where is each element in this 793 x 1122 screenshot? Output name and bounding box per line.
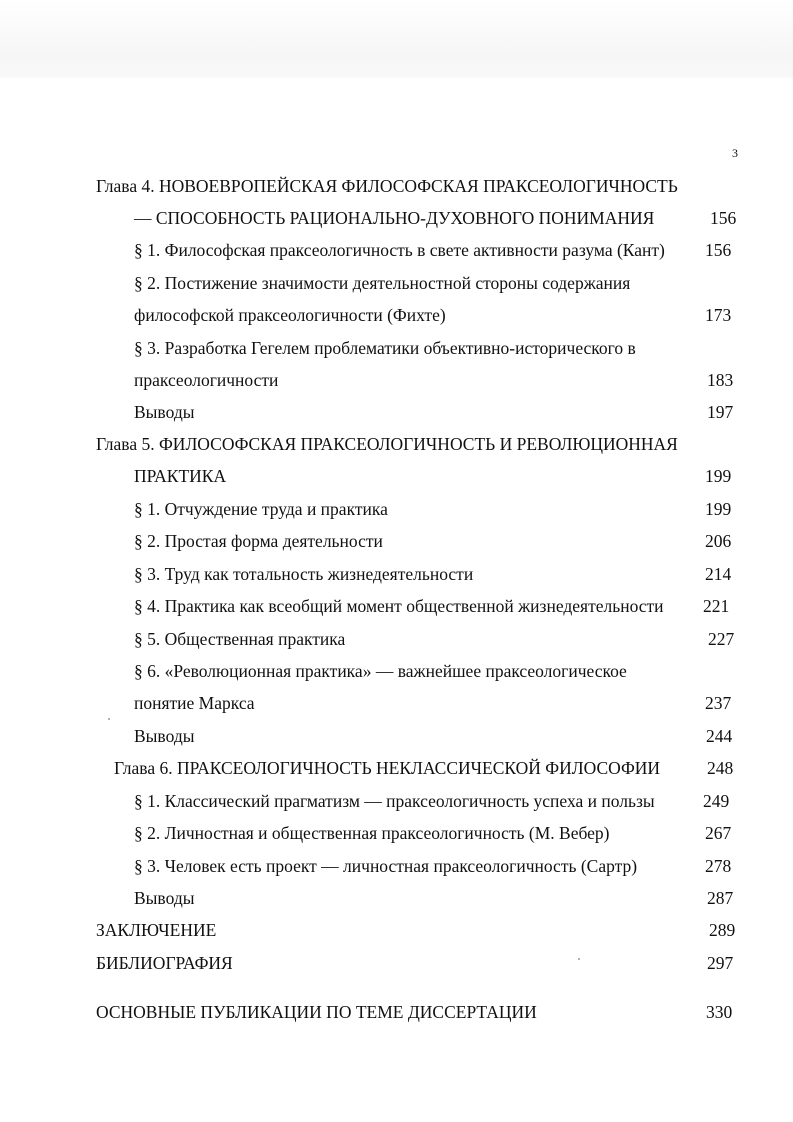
chapter-4-section-3-line1: § 3. Разработка Гегелем проблематики объективно-исторического в	[134, 338, 636, 358]
chapter-6-title: Глава 6. ПРАКСЕОЛОГИЧНОСТЬ НЕКЛАССИЧЕСКОЙ ФИЛОСОФИИ	[114, 758, 661, 778]
chapter-5-section-4: § 4. Практика как всеобщий момент общественной жизнедеятельности	[134, 596, 664, 616]
scan-speck	[578, 958, 580, 960]
publications-page: 330	[706, 1002, 733, 1022]
chapter-5-conclusions-page: 244	[706, 726, 733, 746]
chapter-4-section-1-page: 156	[705, 240, 732, 260]
chapter-4-section-2-line1: § 2. Постижение значимости деятельностной стороны содержания	[134, 273, 631, 293]
chapter-4-section-3-page: 183	[707, 370, 734, 390]
chapter-5-section-6-line1: § 6. «Революционная практика» — важнейшее праксеологическое	[134, 661, 627, 681]
chapter-5-section-6-page: 237	[705, 693, 732, 713]
scan-speck	[108, 718, 110, 720]
chapter-4-section-2-page: 173	[705, 305, 732, 325]
chapter-6-section-2: § 2. Личностная и общественная праксеологичность (М. Вебер)	[134, 823, 610, 843]
chapter-6-section-3-page: 278	[705, 856, 732, 876]
publications-heading: ОСНОВНЫЕ ПУБЛИКАЦИИ ПО ТЕМЕ ДИССЕРТАЦИИ	[96, 1002, 537, 1022]
bibliography-page: 297	[707, 953, 734, 973]
chapter-6-section-1: § 1. Классический прагматизм — праксеологичность успеха и пользы	[134, 791, 655, 811]
bibliography-heading: БИБЛИОГРАФИЯ	[96, 953, 233, 973]
chapter-4-title-line2: — СПОСОБНОСТЬ РАЦИОНАЛЬНО-ДУХОВНОГО ПОНИМАНИЯ	[134, 208, 655, 228]
chapter-5-section-3: § 3. Труд как тотальность жизнедеятельности	[134, 564, 474, 584]
page-number: 3	[732, 146, 738, 160]
chapter-5-section-6-line2: понятие Маркса	[134, 693, 255, 713]
chapter-5-title-line1: Глава 5. ФИЛОСОФСКАЯ ПРАКСЕОЛОГИЧНОСТЬ И РЕВОЛЮЦИОННАЯ	[96, 434, 678, 454]
chapter-5-section-5: § 5. Общественная практика	[134, 629, 346, 649]
chapter-4-section-2-line2: философской праксеологичности (Фихте)	[134, 305, 446, 325]
chapter-6-conclusions: Выводы	[134, 888, 195, 908]
chapter-5-section-3-page: 214	[705, 564, 732, 584]
chapter-6-section-3: § 3. Человек есть проект — личностная праксеологичность (Сартр)	[134, 856, 638, 876]
chapter-5-section-1-page: 199	[705, 499, 732, 519]
chapter-5-section-4-page: 221	[703, 596, 730, 616]
chapter-6-section-2-page: 267	[705, 823, 732, 843]
chapter-6-conclusions-page: 287	[707, 888, 734, 908]
chapter-4-conclusions: Выводы	[134, 402, 195, 422]
chapter-6-section-1-page: 249	[703, 791, 730, 811]
scan-top-edge	[0, 0, 793, 78]
chapter-4-section-3-line2: праксеологичности	[134, 370, 279, 390]
conclusion-heading: ЗАКЛЮЧЕНИЕ	[96, 920, 217, 940]
chapter-4-section-1: § 1. Философская праксеологичность в свете активности разума (Кант)	[134, 240, 665, 260]
chapter-5-title-line2: ПРАКТИКА	[134, 466, 227, 486]
chapter-4-page: 156	[710, 208, 737, 228]
chapter-5-section-2-page: 206	[705, 531, 732, 551]
chapter-5-conclusions: Выводы	[134, 726, 195, 746]
chapter-6-page: 248	[707, 758, 734, 778]
chapter-5-section-5-page: 227	[708, 629, 735, 649]
chapter-4-title-line1: Глава 4. НОВОЕВРОПЕЙСКАЯ ФИЛОСОФСКАЯ ПРАКСЕОЛОГИЧНОСТЬ	[96, 176, 678, 196]
chapter-5-page: 199	[705, 466, 732, 486]
conclusion-page: 289	[709, 920, 736, 940]
chapter-4-conclusions-page: 197	[707, 402, 734, 422]
chapter-5-section-1: § 1. Отчуждение труда и практика	[134, 499, 388, 519]
chapter-5-section-2: § 2. Простая форма деятельности	[134, 531, 383, 551]
